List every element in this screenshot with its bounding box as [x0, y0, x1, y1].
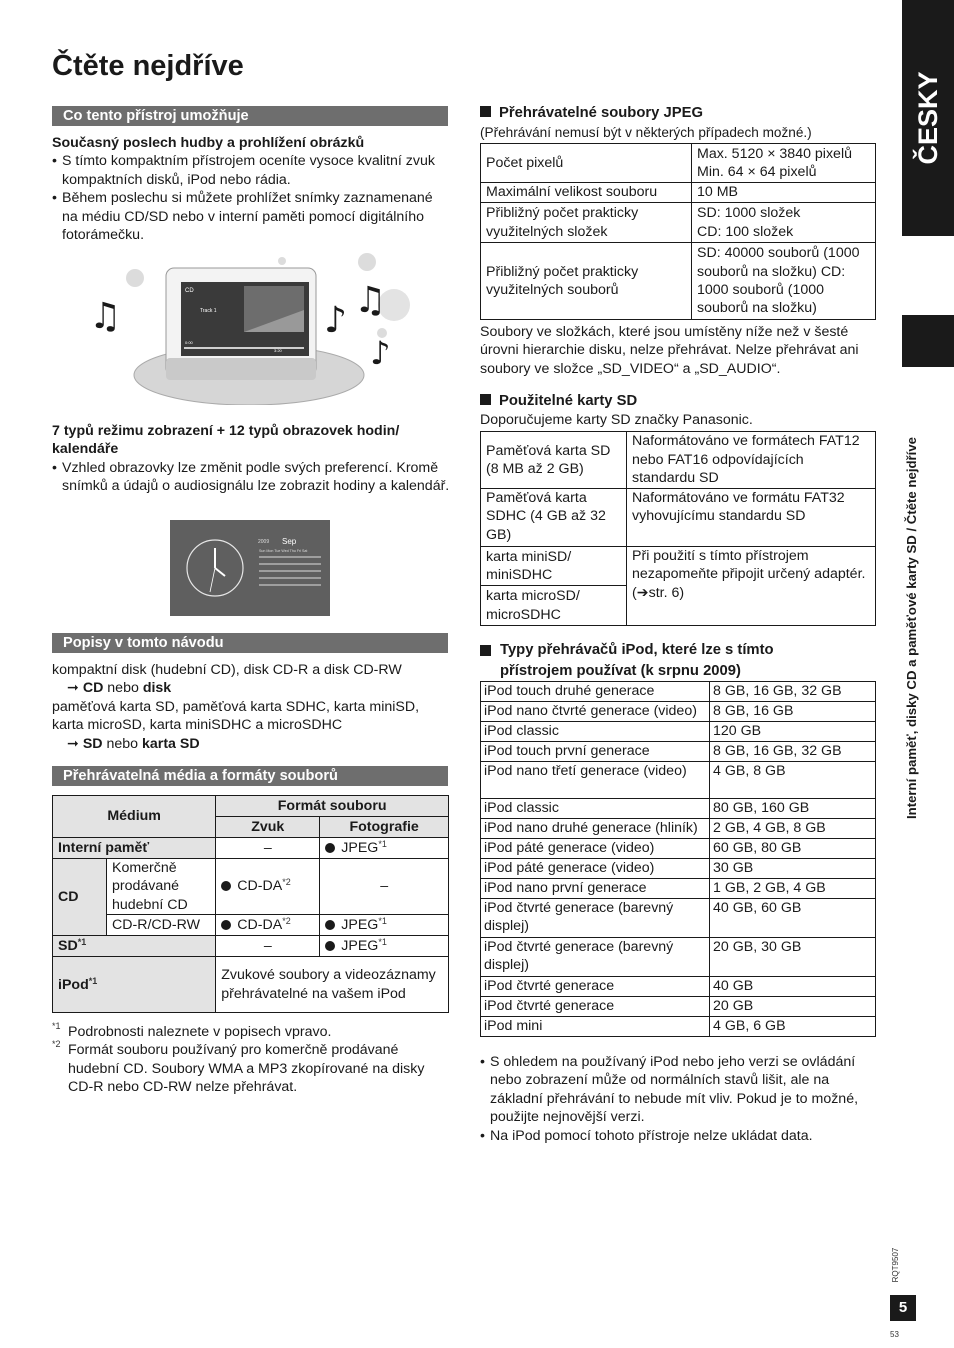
- cell: Počet pixelů: [481, 144, 692, 183]
- table-row: [481, 997, 876, 1017]
- calendar-month: Sep: [282, 537, 297, 546]
- ipod-capacity: 8 GB, 16 GB: [710, 702, 876, 722]
- media-format-table: [52, 795, 449, 1013]
- footnote-2: *2 Formát souboru používaný pro komerčně prodávané hudební CD. Soubory WMA a MP3 zkopírované na disky CD-R nebo CD-RW nelze přehrávat.: [52, 1039, 425, 1096]
- ipod-capacity: 20 GB: [710, 997, 876, 1017]
- table-row: [481, 839, 876, 859]
- ipod-capacity: 1 GB, 2 GB, 4 GB: [710, 879, 876, 899]
- table-row: [481, 1017, 876, 1037]
- ipod-table: [480, 681, 876, 1037]
- cell: Naformátováno ve formátech FAT12 nebo FAT16 odpovídajících standardu SD: [627, 432, 876, 489]
- row-sd: SD$^{*1}$: [53, 936, 216, 957]
- cell: Naformátováno ve formátu FAT32 vyhovujícímu standardu SD: [627, 489, 876, 547]
- table-row: [481, 879, 876, 899]
- cell: Paměťová karta SDHC (4 GB až 32 GB): [481, 489, 627, 547]
- bullet: • S ohledem na používaný iPod nebo jeho verzi se ovládání nebo zobrazení může od normálních stavů lišit, ale na základní přehrávání to nebude mít vliv. Pokud je to možné, použijte nejnovější verzi.: [480, 1053, 876, 1127]
- document-code: RQT9507: [890, 1247, 900, 1283]
- ipod-capacity: 2 GB, 4 GB, 8 GB: [710, 819, 876, 839]
- row-ipod: iPod$^{*1}$: [53, 957, 216, 1013]
- ipod-model: iPod čtvrté generace (barevný displej): [481, 899, 710, 938]
- photo-frame-illustration: [84, 250, 414, 405]
- cell: CD-DA$^{*2}$: [216, 859, 320, 915]
- cell: SD: 1000 složek CD: 100 složek: [692, 203, 876, 243]
- small-page-number: 53: [890, 1330, 899, 1339]
- cell: Komerčně prodávané hudební CD: [107, 859, 216, 915]
- cell: Zvukové soubory a videozáznamy přehrávatelné na vašem iPod: [216, 957, 449, 1013]
- ipod-model: iPod nano třetí generace (video): [481, 762, 710, 799]
- table-row: [481, 702, 876, 722]
- ipod-capacity: 40 GB: [710, 977, 876, 997]
- table-row: [481, 799, 876, 819]
- ipod-model: iPod čtvrté generace (barevný displej): [481, 938, 710, 977]
- ipod-model: iPod páté generace (video): [481, 859, 710, 879]
- cell: –: [216, 936, 320, 957]
- ipod-model: iPod čtvrté generace: [481, 997, 710, 1017]
- ipod-capacity: 30 GB: [710, 859, 876, 879]
- table-row: [481, 682, 876, 702]
- subheading: 7 typů režimu zobrazení + 12 typů obrazovek hodin/ kalendáře: [52, 423, 400, 458]
- row-internal: Interní paměť: [53, 838, 216, 859]
- ipod-capacity: 4 GB, 6 GB: [710, 1017, 876, 1037]
- table-row: [481, 899, 876, 938]
- ipod-notes: [480, 1053, 876, 1145]
- cell: karta microSD/ microSDHC: [481, 586, 627, 626]
- frame-track-label: Track 1: [200, 308, 217, 314]
- music-note-icon: ♫: [354, 280, 387, 321]
- cell: karta miniSD/ miniSDHC: [481, 547, 627, 586]
- language-label: ČESKY: [912, 71, 943, 165]
- music-note-icon: ♪: [324, 300, 347, 341]
- cell: JPEG$^{*1}$: [320, 915, 449, 936]
- jpeg-heading: Přehrávatelné soubory JPEG: [480, 104, 703, 122]
- cd-media-line: kompaktní disk (hudební CD), disk CD-R a disk CD-RW: [52, 662, 402, 678]
- ipod-capacity: 8 GB, 16 GB, 32 GB: [710, 742, 876, 762]
- sd-media-line: paměťová karta SD, paměťová karta SDHC, karta miniSD, karta microSD, karta miniSDHC a microSDHC: [52, 698, 420, 734]
- calendar-year: 2009: [258, 539, 270, 545]
- footnotes: [52, 1023, 450, 1097]
- header-photo: Fotografie: [320, 817, 449, 838]
- cell: JPEG$^{*1}$: [320, 936, 449, 957]
- ipod-model: iPod čtvrté generace: [481, 977, 710, 997]
- table-row: [481, 819, 876, 839]
- bullet: • Vzhled obrazovky lze změnit podle svých preferencí. Kromě snímků a údajů o audiosignálu lze zobrazit hodiny a kalendář.: [52, 459, 450, 496]
- frame-cd-label: CD: [185, 288, 194, 294]
- jpeg-table: [480, 143, 876, 320]
- ipod-capacity: 60 GB, 80 GB: [710, 839, 876, 859]
- cell: 10 MB: [692, 183, 876, 203]
- cell: –: [216, 838, 320, 859]
- page-title: Čtěte nejdříve: [52, 50, 244, 82]
- jpeg-after-text: Soubory ve složkách, které jsou umístěny níže než v šesté úrovni hierarchie disku, nelze přehrávat. Nelze přehrávat ani soubory ve složce „SD_VIDEO“ a „SD_AUDIO“.: [480, 324, 859, 377]
- frame-time: 3:20: [274, 348, 282, 353]
- music-note-icon: ♫: [89, 296, 122, 337]
- table-row: [481, 938, 876, 977]
- clock-calendar-illustration: [170, 520, 330, 616]
- ipod-capacity: 20 GB, 30 GB: [710, 938, 876, 977]
- calendar-weekdays: Sun Mon Tue Wed Thu Fri Sat: [259, 549, 308, 553]
- section-heading-media: Přehrávatelná média a formáty souborů: [52, 766, 448, 786]
- table-row: [481, 742, 876, 762]
- table-row: [481, 859, 876, 879]
- header-sound: Zvuk: [216, 817, 320, 838]
- table-row: [481, 762, 876, 799]
- cell: Maximální velikost souboru: [481, 183, 692, 203]
- section-marker: [902, 315, 954, 367]
- jpeg-note: (Přehrávání nemusí být v některých případech možné.): [480, 125, 812, 140]
- cell: CD-DA$^{*2}$: [216, 915, 320, 936]
- bullet: • Během poslechu si můžete prohlížet snímky zaznamenané na médiu CD/SD nebo v interní paměti pomocí digitálního fotorámečku.: [52, 189, 450, 244]
- ipod-capacity: 120 GB: [710, 722, 876, 742]
- music-note-icon: ♪: [370, 334, 391, 372]
- ipod-model: iPod mini: [481, 1017, 710, 1037]
- cell: CD-R/CD-RW: [107, 915, 216, 936]
- header-format: Formát souboru: [216, 796, 449, 817]
- cell: JPEG$^{*1}$: [320, 838, 449, 859]
- cell: SD: 40000 souborů (1000 souborů na složku) CD: 1000 souborů (1000 souborů na složku): [692, 243, 876, 320]
- header-medium: Médium: [53, 796, 216, 838]
- sd-short-name: ➞ SD nebo karta SD: [67, 735, 200, 752]
- ipod-model: iPod classic: [481, 799, 710, 819]
- bullet: • Na iPod pomocí tohoto přístroje nelze ukládat data.: [480, 1127, 876, 1145]
- cell: Paměťová karta SD (8 MB až 2 GB): [481, 432, 627, 489]
- ipod-capacity: 8 GB, 16 GB, 32 GB: [710, 682, 876, 702]
- frame-elapsed: 0:00: [185, 340, 193, 345]
- subheading: Současný poslech hudby a prohlížení obrázků: [52, 135, 365, 151]
- page-number: 5: [890, 1295, 916, 1321]
- section-heading-features: Co tento přístroj umožňuje: [52, 106, 448, 126]
- language-tab: [902, 0, 954, 236]
- descriptions-text: [52, 661, 450, 753]
- ipod-model: iPod nano čtvrté generace (video): [481, 702, 710, 722]
- row-cd: CD: [53, 859, 107, 936]
- table-row: [481, 977, 876, 997]
- section-heading-descriptions: Popisy v tomto návodu: [52, 633, 448, 653]
- bullet: • S tímto kompaktním přístrojem oceníte vysoce kvalitní zvuk kompaktních disků, iPod nebo rádia.: [52, 152, 450, 189]
- ipod-capacity: 80 GB, 160 GB: [710, 799, 876, 819]
- ipod-model: iPod nano druhé generace (hliník): [481, 819, 710, 839]
- cell: Přibližný počet prakticky využitelných souborů: [481, 243, 692, 320]
- ipod-model: iPod classic: [481, 722, 710, 742]
- sd-table: [480, 431, 876, 626]
- footnote-1: *1 Podrobnosti naleznete v popisech vpravo.: [52, 1021, 332, 1040]
- ipod-model: iPod nano první generace: [481, 879, 710, 899]
- features-text-2: [52, 422, 450, 496]
- ipod-model: iPod touch první generace: [481, 742, 710, 762]
- ipod-model: iPod páté generace (video): [481, 839, 710, 859]
- cell: –: [320, 859, 449, 915]
- cell: Přibližný počet prakticky využitelných složek: [481, 203, 692, 243]
- ipod-capacity: 4 GB, 8 GB: [710, 762, 876, 799]
- ipod-heading: Typy přehrávačů iPod, které lze s tímto přístrojem používat (k srpnu 2009): [480, 640, 830, 682]
- ipod-capacity: 40 GB, 60 GB: [710, 899, 876, 938]
- sd-note: Doporučujeme karty SD značky Panasonic.: [480, 412, 753, 428]
- sd-heading: Použitelné karty SD: [480, 392, 637, 410]
- cell: Max. 5120 × 3840 pixelů Min. 64 × 64 pixelů: [692, 144, 876, 183]
- cd-short-name: ➞ CD nebo disk: [67, 680, 172, 697]
- table-row: [481, 722, 876, 742]
- ipod-model: iPod touch druhé generace: [481, 682, 710, 702]
- cell: Při použití s tímto přístrojem nezapomeňte připojit určený adaptér. (➔str. 6): [627, 547, 876, 626]
- features-text-1: [52, 134, 450, 244]
- vertical-section-title: Interní paměť, disky CD a paměťové karty SD / Čtěte nejdříve: [903, 436, 919, 820]
